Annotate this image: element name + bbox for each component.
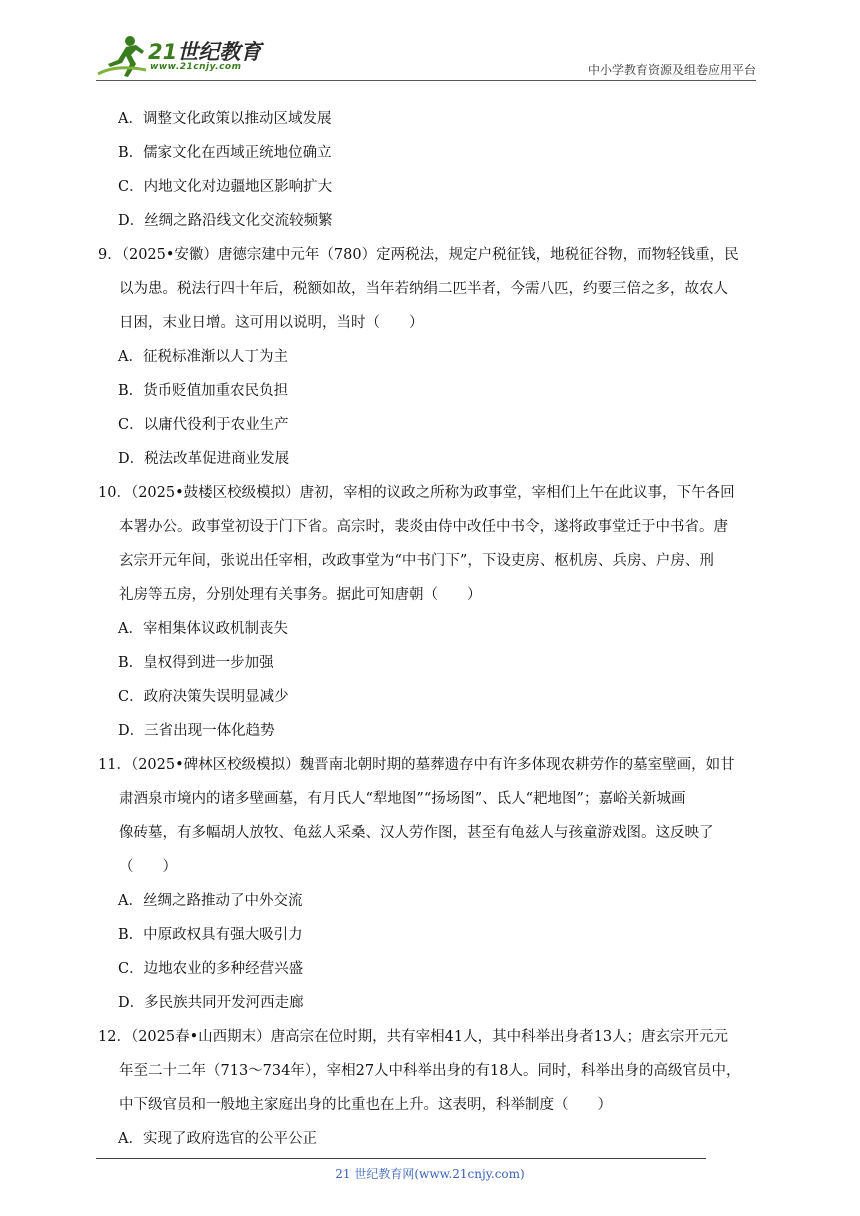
question-stem-line: 日困，末业日增。这可用以说明，当时（ ） bbox=[119, 315, 424, 331]
question-12 bbox=[98, 1020, 762, 1156]
option-d: D．三省出现一体化趋势 bbox=[118, 723, 275, 739]
question-stem-line: 本署办公。政事堂初设于门下省。高宗时，裴炎由侍中改任中书令，遂将政事堂迁于中书省。唐 bbox=[119, 519, 728, 535]
question-stem-line: 礼房等五房，分别处理有关事务。据此可知唐朝（ ） bbox=[119, 587, 482, 603]
question-stem-line: 以为患。税法行四十年后，税额如故，当年若纳绢二匹半者，今需八匹，约要三倍之多，故农人 bbox=[119, 281, 728, 297]
option-a: A．调整文化政策以推动区域发展 bbox=[118, 111, 332, 127]
question-10 bbox=[98, 476, 762, 748]
option-c: C．内地文化对边疆地区影响扩大 bbox=[118, 179, 333, 195]
option-c: C．政府决策失误明显减少 bbox=[118, 689, 289, 705]
option-a: A．宰相集体议政机制丧失 bbox=[118, 621, 288, 637]
question-stem-line: 肃酒泉市境内的诸多壁画墓，有月氏人“犁地图”“扬场图”、氐人“耙地图”；嘉峪关新城画 bbox=[119, 791, 686, 807]
header-divider bbox=[96, 80, 756, 81]
option-d: D．多民族共同开发河西走廊 bbox=[118, 995, 304, 1011]
footer-link[interactable]: 21 世纪教育网(www.21cnjy.com) bbox=[335, 1167, 525, 1181]
option-c: C．边地农业的多种经营兴盛 bbox=[118, 961, 304, 977]
page-header bbox=[0, 0, 860, 90]
logo-url: www.21cnjy.com bbox=[150, 62, 242, 72]
question-stem-line: 玄宗开元年间，张说出任宰相，改政事堂为“中书门下”，下设吏房、枢机房、兵房、户房、刑 bbox=[119, 553, 714, 569]
option-b: B．货币贬值加重农民负担 bbox=[118, 383, 289, 399]
question-stem-line: 10．（2025•鼓楼区校级模拟）唐初，宰相的议政之所称为政事堂，宰相们上午在此议事，下午各回 bbox=[98, 485, 735, 501]
site-logo[interactable] bbox=[96, 34, 266, 80]
question-stem-line: 年至二十二年（713～734年），宰相27人中科举出身的有18人。同时，科举出身的高级官员中， bbox=[119, 1063, 741, 1079]
footer-divider bbox=[96, 1158, 706, 1159]
option-d: D．税法改革促进商业发展 bbox=[118, 451, 290, 467]
question-content bbox=[98, 102, 762, 1156]
question-11 bbox=[98, 748, 762, 1020]
question-9 bbox=[98, 238, 762, 476]
question-stem-line: （ ） bbox=[119, 859, 177, 875]
option-c: C．以庸代役利于农业生产 bbox=[118, 417, 289, 433]
question-stem-line: 中下级官员和一般地主家庭出身的比重也在上升。这表明，科举制度（ ） bbox=[119, 1097, 612, 1113]
option-a: A．征税标准渐以人丁为主 bbox=[118, 349, 288, 365]
question-stem-line: 11．（2025•碑林区校级模拟）魏晋南北朝时期的墓葬遗存中有许多体现农耕劳作的墓室壁画，如甘 bbox=[98, 757, 735, 773]
logo-wordmark: 21世纪教育 bbox=[148, 40, 262, 64]
option-b: B．皇权得到进一步加强 bbox=[118, 655, 274, 671]
option-b: B．中原政权具有强大吸引力 bbox=[118, 927, 303, 943]
option-d: D．丝绸之路沿线文化交流较频繁 bbox=[118, 213, 333, 229]
question-stem-line: 12．（2025春•山西期末）唐高宗在位时期，共有宰相41人，其中科举出身者13人；唐玄宗开元元 bbox=[98, 1029, 729, 1045]
question-stem-line: 像砖墓，有多幅胡人放牧、龟兹人采桑、汉人劳作图，甚至有龟兹人与孩童游戏图。这反映了 bbox=[119, 825, 714, 841]
option-a: A．实现了政府选官的公平公正 bbox=[118, 1131, 317, 1147]
question-stem-line: 9．（2025•安徽）唐德宗建中元年（780）定两税法，规定户税征钱，地税征谷物，而物轻钱重，民 bbox=[98, 247, 739, 263]
platform-name: 中小学教育资源及组卷应用平台 bbox=[587, 63, 756, 77]
option-b: B．儒家文化在西域正统地位确立 bbox=[118, 145, 332, 161]
option-a: A．丝绸之路推动了中外交流 bbox=[118, 893, 303, 909]
runner-logo-icon bbox=[96, 34, 150, 80]
